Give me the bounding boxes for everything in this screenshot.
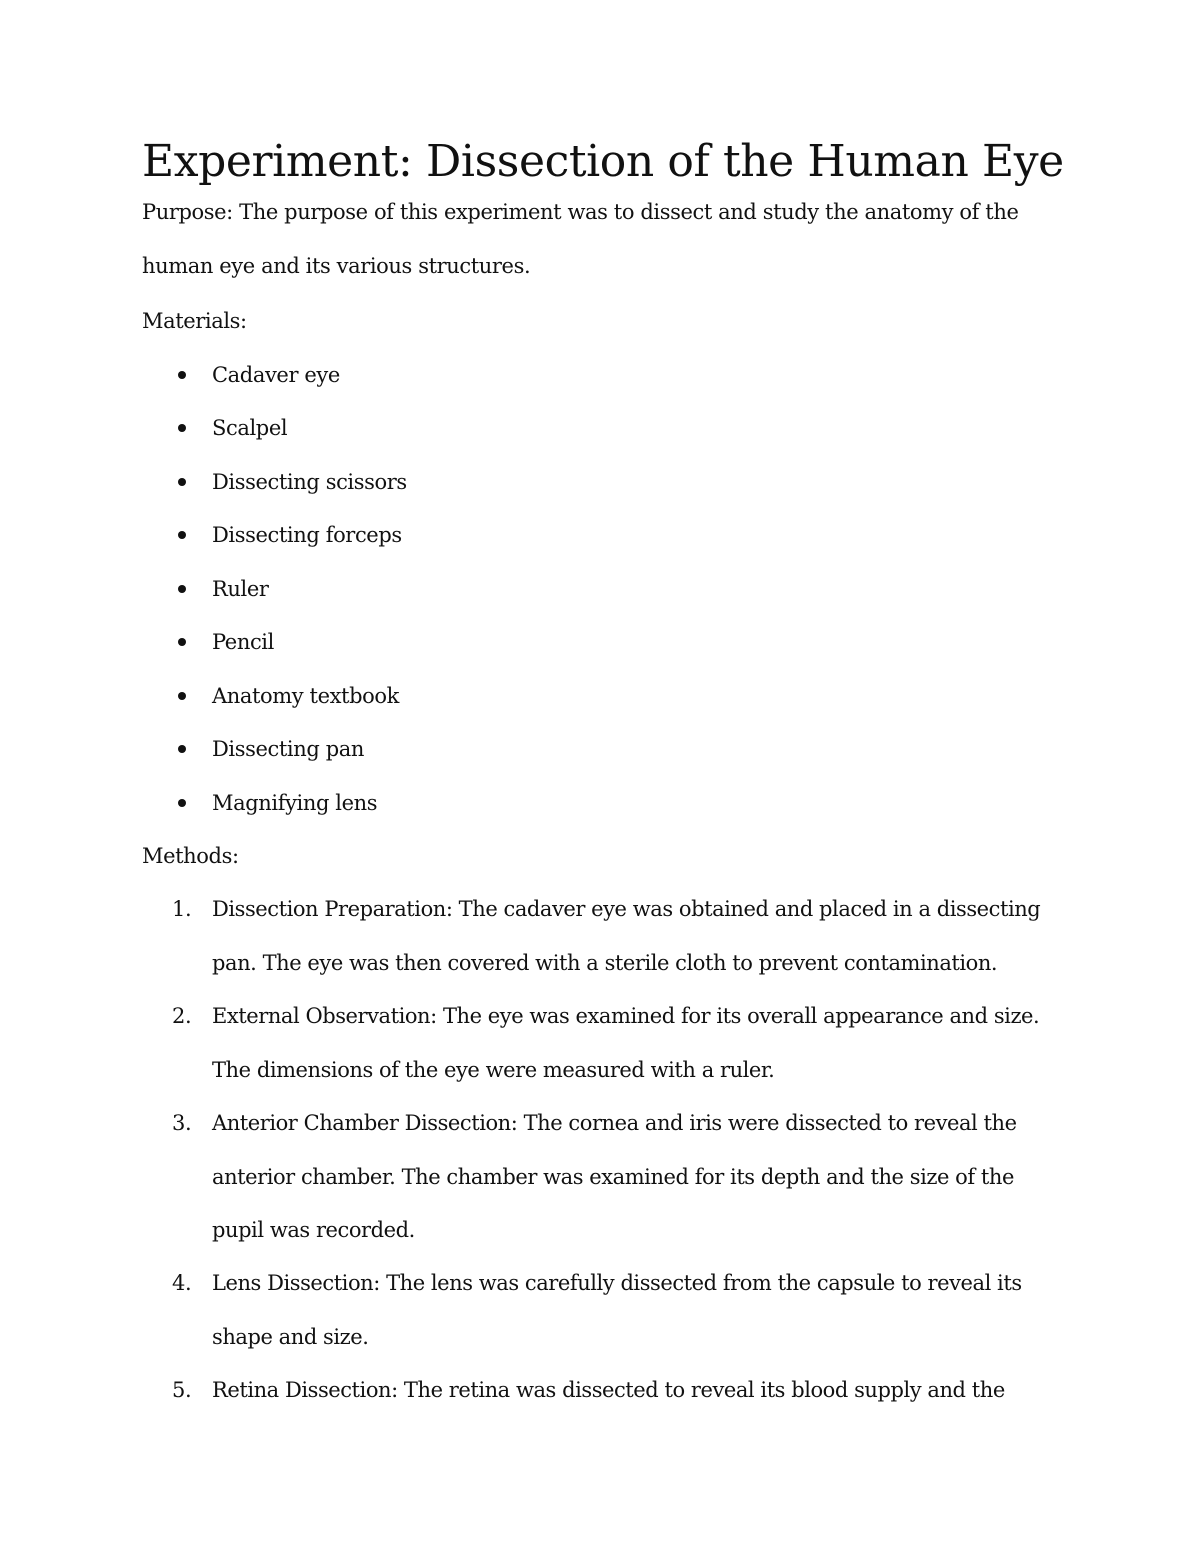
list-item bbox=[0, 520, 900, 550]
bullet-icon bbox=[178, 371, 186, 379]
list-item bbox=[0, 360, 900, 390]
material-label: Scalpel bbox=[212, 416, 288, 440]
list-item bbox=[0, 627, 900, 657]
material-label: Ruler bbox=[212, 577, 269, 601]
materials-heading: Materials: bbox=[142, 309, 247, 333]
material-label: Magnifying lens bbox=[212, 791, 378, 815]
bullet-icon bbox=[178, 799, 186, 807]
list-item bbox=[0, 467, 900, 497]
bullet-icon bbox=[178, 638, 186, 646]
list-item bbox=[0, 413, 900, 443]
bullet-icon bbox=[178, 424, 186, 432]
material-label: Anatomy textbook bbox=[212, 684, 399, 708]
material-label: Dissecting pan bbox=[212, 737, 364, 761]
bullet-icon bbox=[178, 531, 186, 539]
step-number: 1. bbox=[172, 897, 192, 921]
material-label: Pencil bbox=[212, 630, 274, 654]
step-text: Retina Dissection: The retina was dissected to reveal its blood supply and the bbox=[212, 1378, 1005, 1402]
step-text: Dissection Preparation: The cadaver eye was obtained and placed in a dissecting pan. The eye was then covered with a sterile cloth to prevent contamination. bbox=[212, 897, 1041, 975]
list-item bbox=[0, 734, 900, 764]
list-item bbox=[0, 574, 900, 604]
bullet-icon bbox=[178, 478, 186, 486]
list-item bbox=[0, 788, 900, 818]
step-text: External Observation: The eye was examined for its overall appearance and size. The dimensions of the eye were measured with a ruler. bbox=[212, 1004, 1040, 1082]
bullet-icon bbox=[178, 692, 186, 700]
material-label: Cadaver eye bbox=[212, 363, 340, 387]
purpose-paragraph: Purpose: The purpose of this experiment was to dissect and study the anatomy of the human eye and its various structures. bbox=[142, 200, 1019, 278]
step-text: Lens Dissection: The lens was carefully dissected from the capsule to reveal its shape and size. bbox=[212, 1271, 1022, 1349]
step-number: 2. bbox=[172, 1004, 192, 1028]
step-number: 4. bbox=[172, 1271, 192, 1295]
bullet-icon bbox=[178, 745, 186, 753]
methods-heading: Methods: bbox=[142, 844, 239, 868]
list-item bbox=[0, 681, 900, 711]
page-title: Experiment: Dissection of the Human Eye bbox=[142, 136, 1064, 187]
step-number: 3. bbox=[172, 1111, 192, 1135]
material-label: Dissecting scissors bbox=[212, 470, 407, 494]
material-label: Dissecting forceps bbox=[212, 523, 402, 547]
step-number: 5. bbox=[172, 1378, 192, 1402]
step-text: Anterior Chamber Dissection: The cornea and iris were dissected to reveal the anterior chamber. The chamber was examined for its depth and the size of the pupil was recorded. bbox=[212, 1111, 1017, 1242]
bullet-icon bbox=[178, 585, 186, 593]
